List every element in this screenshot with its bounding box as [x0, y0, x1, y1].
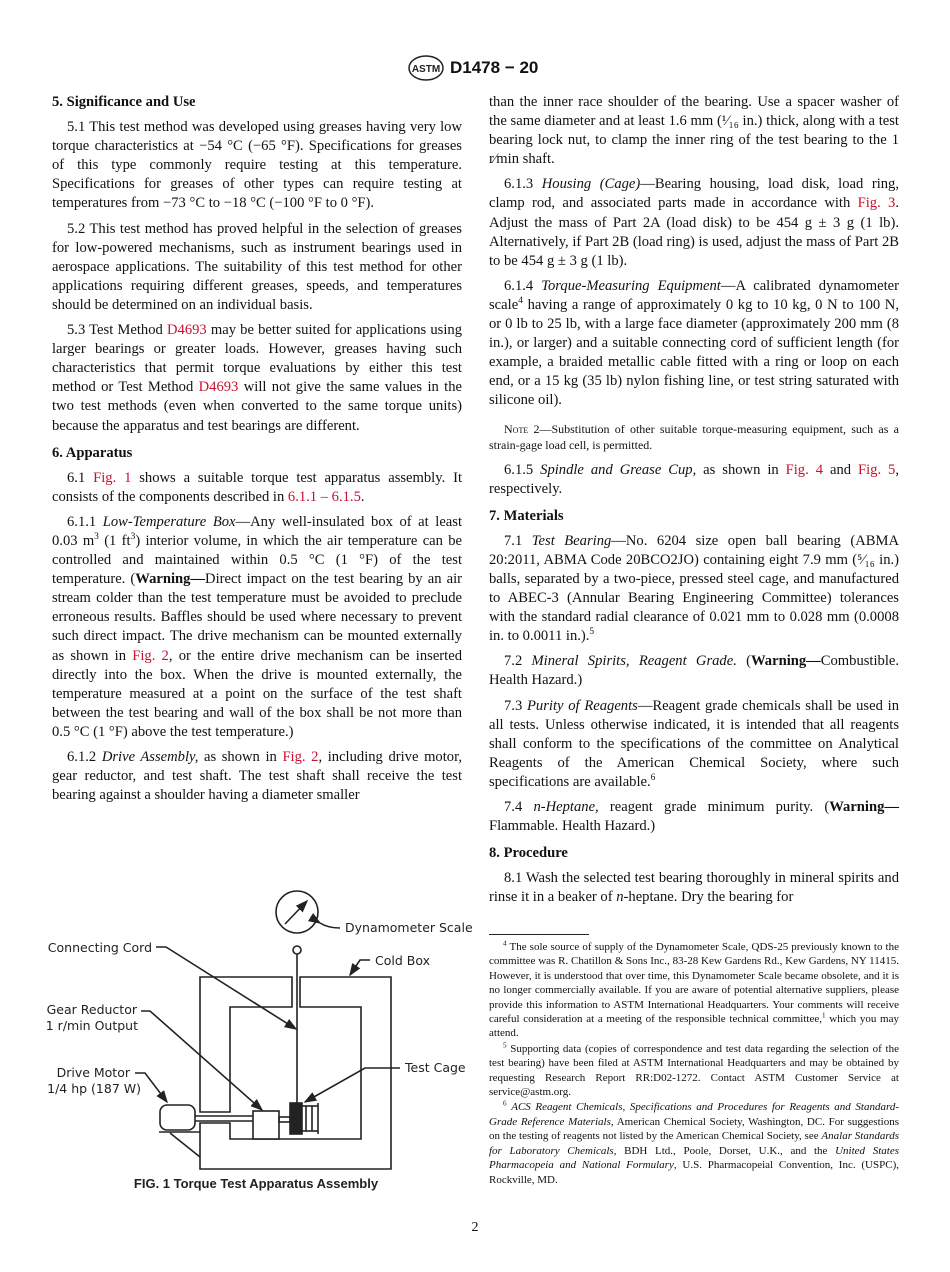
- text-run: 1: [821, 1011, 826, 1020]
- text-run: Purity of Reagents: [527, 697, 638, 714]
- text-run: 7.4: [504, 799, 534, 815]
- reference-link[interactable]: Fig. 5: [857, 461, 896, 478]
- paragraph: [489, 175, 899, 270]
- paragraph: [489, 869, 899, 907]
- text-run: 4: [518, 296, 523, 307]
- text-run: , American Chemical Society, Washington, DC. For suggestions on the testing of reagents not listed by the American Chemical Society, see: [489, 1115, 899, 1143]
- text-run: 7.1: [504, 532, 532, 549]
- reference-link[interactable]: Fig. 4: [785, 461, 824, 478]
- page-header: [408, 55, 538, 81]
- text-run: -heptane. Dry the bearing for: [623, 889, 794, 906]
- paragraph: [52, 220, 462, 315]
- text-run: —Any well-insulated box of at least 0.03 m: [52, 513, 463, 549]
- text-run: Supporting data (copies of correspondence and test data regarding the selection of the test bearing) have been filed at ASTM International Headquarters and may be obtained by requesting Research Report RR:D02-1272. Contact ASTM Customer Service at service@astm.org.: [489, 1042, 899, 1099]
- text-run: having a range of approximately 0 kg to 10 kg, 0 N to 100 N, or 0 lb to 25 lb, with a large face diameter (approximately 200 mm (8 in.), or larger) and a suitable connecting cord of sufficient length (for example, a braided metallic cable fitted with a ring or loop on each end, or a 15 kg (35 lb) nylon fishing line, or test string saturated with silicone oil).: [489, 296, 899, 409]
- text-run: 5.1 This test method was developed using greases having very low torque characteristics at −54 °C (−65 °F). Specifications for greases of this type commonly require testing at this temperature. Specifications for greases of other types can require testing at temperatures from −73 °C to −18 °C (−100 °F to 0 °F).: [52, 119, 462, 212]
- section-heading: 5. Significance and Use: [52, 94, 196, 110]
- footnote: [489, 1100, 899, 1186]
- text-run: 3: [130, 532, 136, 543]
- reference-link[interactable]: Fig. 1: [93, 469, 132, 486]
- reference-link[interactable]: D4693: [198, 379, 239, 396]
- text-run: , including drive motor, gear reductor, and test shaft. The test shaft shall receive the test bearing against a shoulder having a diameter smaller: [52, 749, 462, 804]
- text-run: 2—Substitution of other suitable torque-measuring equipment, such as a strain-gage load cell, is permitted.: [489, 421, 899, 452]
- text-run: 5: [589, 627, 595, 638]
- text-run: 6.1.4: [504, 277, 542, 294]
- test-cage: [290, 1103, 318, 1134]
- text-run: n-Heptane,: [533, 799, 599, 815]
- text-run: ) interior volume, in which the air temperature can be controlled and maintained within 0.5 °C (1 °F) of the test temperature. (: [52, 532, 462, 588]
- label-motor-power: 1/4 hp (187 W): [47, 1081, 141, 1096]
- text-run: Drive Assembly,: [101, 749, 199, 765]
- text-run: 7.2: [504, 653, 532, 670]
- text-run: Low-Temperature Box: [102, 513, 236, 530]
- text-run: which you may attend.: [489, 1013, 900, 1040]
- figure-caption: FIG. 1 Torque Test Apparatus Assembly: [133, 1176, 379, 1191]
- text-run: 6: [503, 1099, 507, 1108]
- dynamometer-dial-icon: [276, 891, 318, 954]
- paragraph: [489, 93, 899, 169]
- text-run: 6.1.3: [504, 176, 542, 193]
- text-run: Housing (Cage): [541, 176, 641, 193]
- text-run: , or the entire drive mechanism can be inserted directly into the box. When the drive is mounted externally, the temperature measured at a point on the surface of the test shaft between the test bearing and wall of the box shall be not more than 0.5 °C (1 °F) above the test temperature.): [52, 647, 463, 740]
- reference-link[interactable]: 6.1.1 – 6.1.5: [287, 488, 361, 505]
- paragraph: [489, 652, 899, 690]
- text-run: , BDH Ltd., Poole, Dorset, U.K., and the: [613, 1144, 836, 1157]
- text-run: as shown in: [198, 749, 283, 765]
- text-run: 5: [503, 1041, 507, 1050]
- text-run: .: [360, 488, 365, 505]
- text-run: and: [823, 461, 858, 478]
- label-drive-motor: Drive Motor: [56, 1065, 130, 1080]
- text-run: —Reagent grade chemicals shall be used in all tests. Unless otherwise indicated, it is intended that all reagents shall conform to the specifications of the committee on Analytical Reagents of the American Chemical Society, where such specifications are available.: [489, 697, 899, 790]
- text-run: The sole source of supply of the Dynamometer Scale, QDS-25 previously known to the committee was R. Chatillon & Sons Inc., 83-28 Kew Gardens Rd., Kew Gardens, NY 11415. However, it is understood that over time, this Dynamometer Scale became obsolete, and it is no longer commercially available. If you are aware of potential alternative suppliers, please provide this information to ASTM International Headquarters. Your comments will receive careful consideration at a meeting of the responsible technical committee,: [489, 941, 899, 1026]
- text-run: 6: [650, 773, 656, 784]
- label-test-cage: Test Cage: [405, 1060, 466, 1075]
- text-run: shows a suitable torque test apparatus assembly. It consists of the components described in: [52, 469, 463, 505]
- text-run: n: [616, 889, 624, 906]
- text-run: . Adjust the mass of Part 2A (load disk) to be 454 g ± 3 g (1 lb). Alternatively, if Part 2B (load ring) is used, adjust the mass of Part 2B to be 454 g ± 3 g (1 lb).: [489, 195, 900, 269]
- reference-link[interactable]: Fig. 2: [282, 749, 319, 765]
- text-run: 6.1.1: [67, 513, 103, 530]
- text-run: 6.1.2: [67, 749, 102, 765]
- text-run: 7.3: [504, 697, 527, 714]
- text-run: reagent grade minimum purity. (: [598, 799, 830, 815]
- gear-reductor: [253, 1111, 279, 1139]
- reference-link[interactable]: Fig. 2: [132, 647, 169, 664]
- text-run: (: [736, 653, 752, 670]
- paragraph: [52, 321, 462, 436]
- text-run: Warning—: [829, 799, 899, 815]
- text-run: 8.1 Wash the selected test bearing thoroughly in mineral spirits and rinse it in a beaker of: [489, 870, 899, 906]
- text-run: , U.S. Pharmacopeial Convention, Inc. (USPC), Rockville, MD.: [489, 1159, 899, 1186]
- text-run: will not give the same values in the two test methods (even when converted to the same torque units) because the apparatus and test bearings are different.: [52, 379, 462, 434]
- footnote: [489, 940, 899, 1041]
- text-run: Spindle and Grease Cup,: [540, 461, 697, 478]
- astm-logo-icon: [408, 55, 444, 81]
- text-run: —No. 6204 size open ball bearing (ABMA 20:2011, ABMA Code 20BCO2JO) containing eight 7.9 mm (⁵⁄₁₆ in.) balls, separated by a two-piece, pressed steel cage, and manufactured to ABEC-3 (Annular Bearing Engineering Committee) tolerances with the standard radial clearance of 0.021 mm to 0.028 mm (0.0008 in. to 0.0011 in.).: [489, 532, 900, 645]
- left-column: [52, 93, 462, 811]
- label-gear-output: 1 r/min Output: [45, 1018, 138, 1033]
- label-cold-box: Cold Box: [375, 953, 430, 968]
- footnotes: [489, 940, 899, 1188]
- text-run: may be better suited for applications using larger bearings or greater loads. However, greases having such characteristics that permit torque evaluations by either this test method or Test Method: [52, 322, 462, 396]
- text-run: United States Pharmacopeia and National Formulary: [489, 1144, 899, 1172]
- section-heading: 6. Apparatus: [52, 444, 133, 461]
- right-column: [489, 93, 899, 913]
- text-run: 6.1.5: [504, 461, 541, 478]
- text-run: 4: [503, 939, 507, 948]
- reference-link[interactable]: Fig. 3: [857, 195, 896, 212]
- paragraph: [52, 118, 462, 213]
- paragraph: [52, 748, 462, 805]
- document-id: D1478 − 20: [450, 58, 539, 77]
- text-run: as shown in: [696, 461, 786, 478]
- text-run: 5.3 Test Method: [67, 322, 167, 339]
- paragraph: [489, 277, 899, 411]
- text-run: Torque-Measuring Equipment: [541, 277, 721, 294]
- label-gear-reductor: Gear Reductor: [46, 1002, 137, 1017]
- paragraph: [489, 532, 899, 647]
- text-run: than the inner race shoulder of the bearing. Use a spacer washer of the same diameter and at least 1.6 mm (¹⁄₁₆ in.) thick, along with a test bearing lock nut, to clamp the inner ring of the test bearing to the 1 r⁄min shaft.: [489, 94, 899, 168]
- section-heading: 8. Procedure: [489, 845, 568, 862]
- cold-box: [200, 977, 391, 1169]
- text-run: 6.1: [67, 469, 94, 486]
- text-run: —Bearing housing, load disk, load ring, clamp rod, and associated parts made in accordance with: [489, 176, 899, 212]
- paragraph: [52, 469, 462, 507]
- figure-torque-test-apparatus: [20, 880, 480, 1200]
- paragraph: [489, 798, 899, 836]
- text-run: Warning—: [135, 571, 206, 588]
- paragraph: [489, 461, 899, 499]
- text-run: Flammable. Health Hazard.): [489, 818, 656, 835]
- section-heading: 7. Materials: [489, 507, 564, 524]
- svg-text:ASTM: ASTM: [411, 64, 441, 75]
- text-run: (1 ft: [98, 532, 131, 549]
- text-run: , respectively.: [489, 461, 900, 497]
- text-run: 3: [94, 532, 99, 543]
- footnote-divider: [489, 934, 589, 935]
- label-connecting-cord: Connecting Cord: [47, 940, 152, 955]
- text-run: Test Bearing: [531, 532, 612, 549]
- text-run: —A calibrated dynamometer scale: [489, 277, 899, 313]
- text-run: 5.2 This test method has proved helpful in the selection of greases for low-powered mechanisms, such as instrument bearings used in aerospace applications. The suitability of this test method for other applications requiring different greases, speeds, and temperatures should be determined on an individual basis.: [52, 220, 462, 313]
- paragraph: [489, 697, 899, 792]
- page-number: 2: [471, 1220, 479, 1235]
- note: [489, 421, 899, 453]
- reference-link[interactable]: D4693: [166, 322, 207, 339]
- text-run: Warning—: [751, 653, 821, 670]
- label-dynamometer-scale: Dynamometer Scale: [345, 920, 473, 935]
- paragraph: [52, 513, 462, 742]
- footnote: [489, 1042, 899, 1100]
- text-run: Combustible. Health Hazard.): [489, 653, 900, 689]
- text-run: Analar Standards for Laboratory Chemicals: [489, 1130, 899, 1157]
- drive-motor: [160, 1105, 195, 1130]
- text-run: ACS Reagent Chemicals, Specifications and Procedures for Reagents and Standard-Grade Reference Materials: [489, 1101, 900, 1128]
- text-run: Mineral Spirits, Reagent Grade.: [531, 653, 737, 670]
- text-run: Note: [504, 421, 529, 436]
- text-run: Direct impact on the test bearing by an air stream colder than the test temperature must be avoided to preclude erroneous results. Baffles should be used where necessary to prevent such direct impact. The drive mechanism can be mounted externally as shown in: [52, 571, 463, 664]
